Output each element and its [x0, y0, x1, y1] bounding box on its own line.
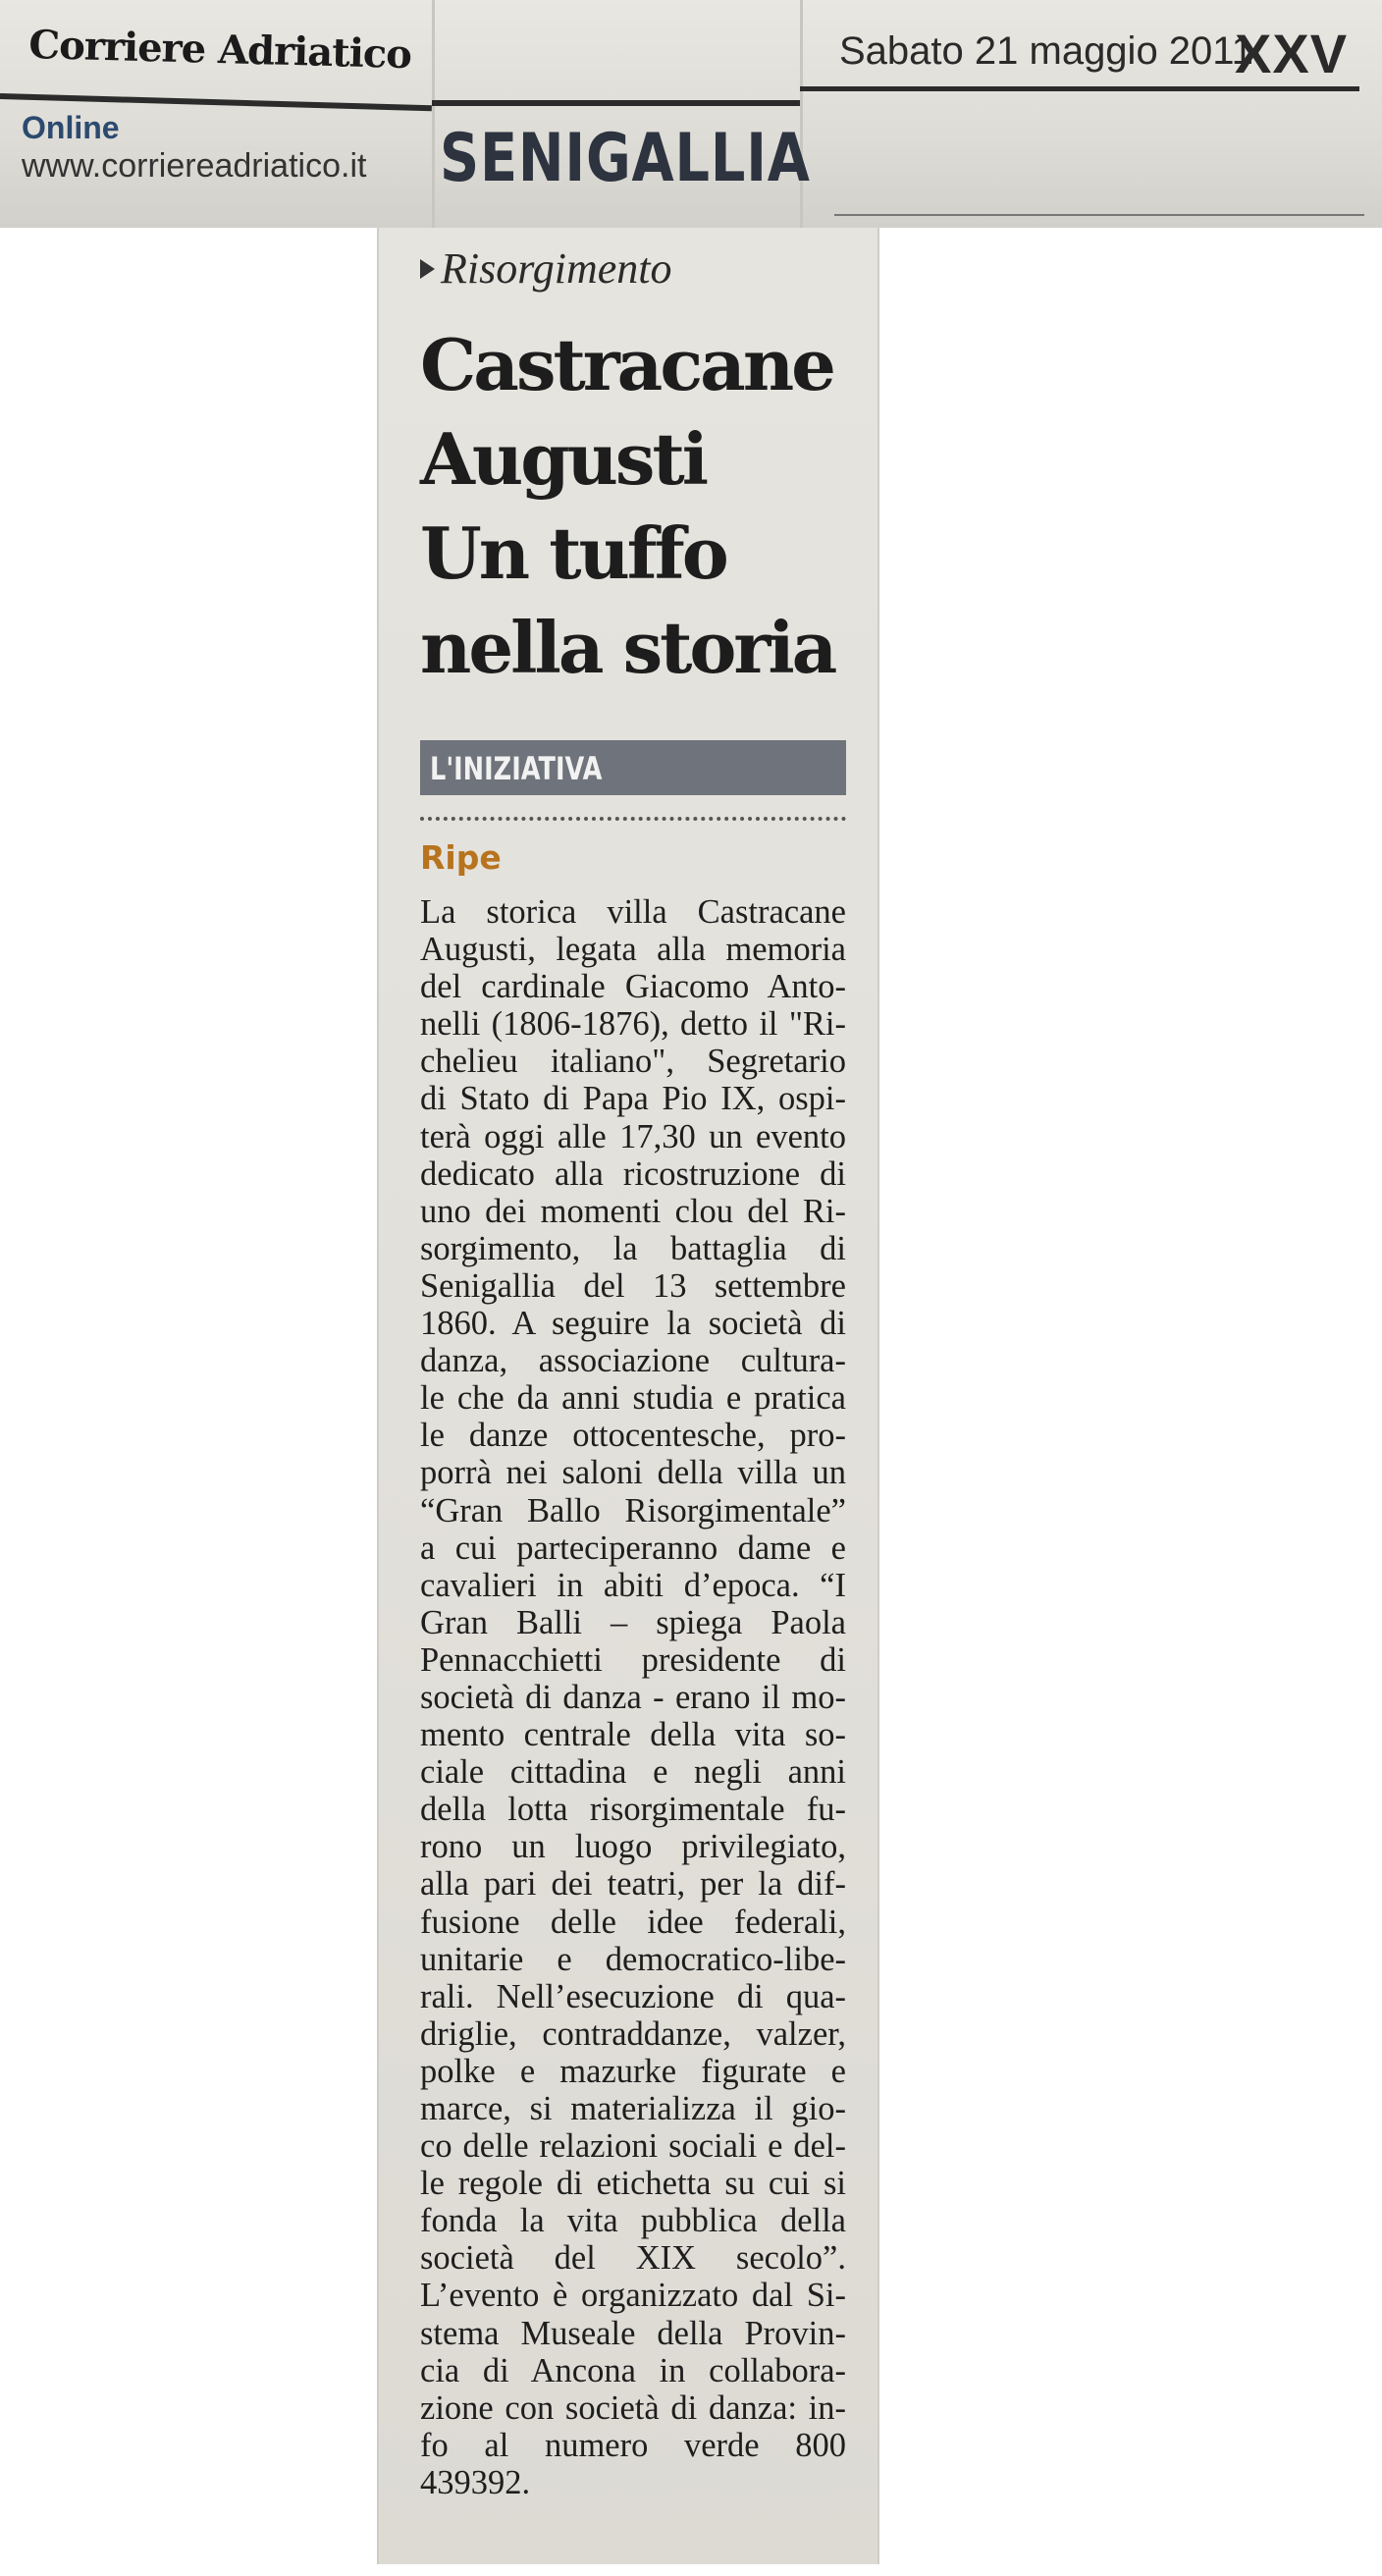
dateline-place: Ripe	[420, 838, 502, 877]
body-line: Senigallia del 13 settembre	[420, 1266, 846, 1305]
body-line: 439392.	[420, 2463, 531, 2501]
body-line: Pennacchietti presidente di	[420, 1640, 846, 1679]
masthead-rule	[800, 86, 1359, 91]
body-line: marce, si materializza il gio-	[420, 2090, 846, 2127]
section-title: SENIGALLIA	[440, 120, 811, 197]
body-line: fusione delle idee federali,	[420, 1903, 846, 1941]
body-line: cia di Ancona in collabora-	[420, 2351, 846, 2389]
body-line: ciale cittadina e negli anni	[420, 1753, 846, 1792]
body-line: nelli (1806-1876), detto il "Ri-	[420, 1005, 846, 1044]
body-line: 1860. A seguire la società di	[420, 1305, 846, 1343]
body-line: sorgimento, la battaglia di	[420, 1229, 846, 1267]
page-number: XXV	[1235, 23, 1349, 84]
masthead-bottom-rule	[834, 214, 1364, 216]
online-label: Online	[22, 110, 120, 145]
body-line: polke e mazurke figurate e	[420, 2052, 846, 2090]
body-line: Gran Balli – spiega Paola	[420, 1603, 846, 1641]
masthead-rule	[432, 100, 800, 106]
body-line: La storica villa Castracane	[420, 893, 846, 931]
body-line: dedicato alla ricostruzione di	[420, 1154, 846, 1193]
body-line: fonda la vita pubblica della	[420, 2202, 846, 2240]
body-line: le danze ottocentesche, pro-	[420, 1417, 846, 1455]
newspaper-masthead	[0, 0, 1382, 228]
website-url: www.corriereadriatico.it	[22, 147, 367, 185]
body-line: co delle relazioni sociali e del-	[420, 2127, 846, 2166]
headline-line: Castracane	[420, 323, 833, 406]
body-line: alla pari dei teatri, per la dif-	[420, 1865, 846, 1904]
body-line: Augusti, legata alla memoria	[420, 931, 846, 969]
article-kicker	[420, 243, 671, 294]
body-line: zione con società di danza: in-	[420, 2388, 846, 2427]
dotted-divider	[420, 817, 846, 821]
body-line: a cui parteciperanno dame e	[420, 1529, 846, 1567]
body-line: uno dei momenti clou del Ri-	[420, 1192, 846, 1230]
body-line: le che da anni studia e pratica	[420, 1379, 846, 1418]
kicker-text: Risorgimento	[441, 244, 672, 293]
body-line: danza, associazione cultura-	[420, 1342, 846, 1380]
body-line: terà oggi alle 17,30 un evento	[420, 1117, 846, 1155]
body-line: chelieu italiano", Segretario	[420, 1043, 846, 1081]
body-line: “Gran Ballo Risorgimentale”	[420, 1491, 846, 1530]
body-line: società di danza - erano il mo-	[420, 1678, 846, 1716]
body-line: della lotta risorgimentale fu-	[420, 1791, 846, 1829]
body-line: stema Museale della Provin-	[420, 2314, 846, 2352]
body-line: società del XIX secolo”.	[420, 2239, 846, 2278]
headline-line: Un tuffo	[420, 511, 726, 595]
body-line: unitarie e democratico-libe-	[420, 1940, 846, 1978]
body-line: driglie, contraddanze, valzer,	[420, 2014, 846, 2053]
body-line: fo al numero verde 800	[420, 2426, 846, 2464]
category-tag-bar	[420, 740, 846, 795]
body-line: cavalieri in abiti d’epoca. “I	[420, 1566, 846, 1604]
headline-line: Augusti	[420, 417, 707, 501]
body-line: L’evento è organizzato dal Si-	[420, 2277, 846, 2315]
body-line: rali. Nell’esecuzione di qua-	[420, 1977, 846, 2015]
headline-line: nella storia	[420, 606, 835, 689]
body-line: le regole di etichetta su cui si	[420, 2165, 846, 2203]
triangle-right-icon	[420, 259, 435, 279]
article-headline	[420, 318, 872, 695]
article-body	[420, 893, 846, 2501]
body-line: porrà nei saloni della villa un	[420, 1454, 846, 1492]
newspaper-name: Corriere Adriatico	[27, 22, 412, 79]
issue-date: Sabato 21 maggio 2011	[839, 29, 1253, 73]
body-line: mento centrale della vita so-	[420, 1716, 846, 1754]
body-line: rono un luogo privilegiato,	[420, 1828, 846, 1866]
body-line: di Stato di Papa Pio IX, ospi-	[420, 1080, 846, 1118]
body-line: del cardinale Giacomo Anto-	[420, 968, 846, 1006]
article-clipping	[377, 228, 879, 2564]
masthead-rule	[0, 93, 432, 111]
category-tag: L'INIZIATIVA	[430, 750, 603, 787]
column-divider	[432, 0, 435, 228]
